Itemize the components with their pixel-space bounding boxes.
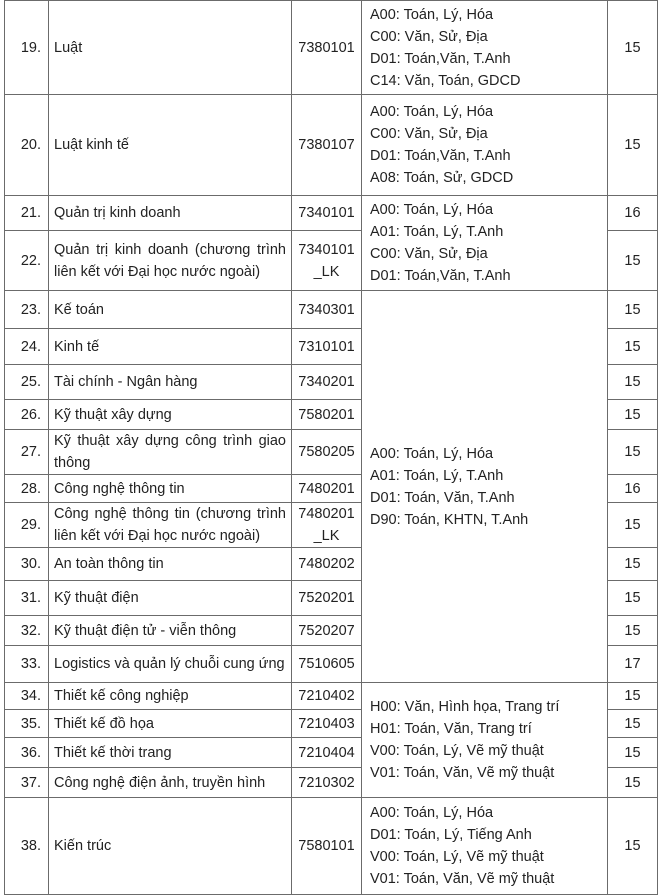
combination-line: D01: Toán,Văn, T.Anh (370, 50, 511, 67)
admission-table (4, 0, 658, 895)
major-code: 7510605 (292, 646, 362, 683)
major-name (49, 430, 292, 475)
subject-combinations (362, 196, 608, 291)
row-number: 30. (5, 548, 49, 581)
major-name-text: Kỹ thuật xây dựng công trình giao thông (54, 433, 286, 471)
major-name: Tài chính - Ngân hàng (49, 365, 292, 400)
major-name: Thiết kế thời trang (49, 738, 292, 768)
subject-combinations (362, 1, 608, 95)
major-name: An toàn thông tin (49, 548, 292, 581)
row-number: 26. (5, 400, 49, 430)
row-number: 25. (5, 365, 49, 400)
row-number: 23. (5, 291, 49, 329)
benchmark-score: 15 (608, 430, 658, 475)
major-name: Thiết kế đồ họa (49, 710, 292, 738)
major-name: Quản trị kinh doanh (49, 196, 292, 231)
major-name: Thiết kế công nghiệp (49, 683, 292, 710)
row-number: 24. (5, 329, 49, 365)
combination-line: A00: Toán, Lý, Hóa (370, 6, 494, 23)
major-name: Kỹ thuật điện tử - viễn thông (49, 616, 292, 646)
table-row (5, 291, 658, 329)
combination-line: A00: Toán, Lý, Hóa (370, 202, 494, 218)
major-name: Công nghệ điện ảnh, truyền hình (49, 768, 292, 798)
row-number: 28. (5, 475, 49, 503)
row-number: 22. (5, 231, 49, 291)
combination-line: D01: Toán, Văn, T.Anh (370, 489, 515, 506)
row-number: 20. (5, 95, 49, 196)
major-code: 7520201 (292, 581, 362, 616)
major-code: 7580101 (292, 798, 362, 895)
major-code: 7210403 (292, 710, 362, 738)
major-name (49, 231, 292, 291)
table-row (5, 798, 658, 895)
row-number: 38. (5, 798, 49, 895)
combination-line: H00: Văn, Hình họa, Trang trí (370, 699, 560, 715)
major-code: 7310101 (292, 329, 362, 365)
benchmark-score: 15 (608, 1, 658, 95)
major-code: 7380107 (292, 95, 362, 196)
major-name-text: Công nghệ thông tin (chương trình liên kết với Đại học nước ngoài) (54, 506, 286, 544)
row-number: 36. (5, 738, 49, 768)
combination-line: A01: Toán, Lý, T.Anh (370, 467, 504, 484)
major-name: Kế toán (49, 291, 292, 329)
row-number: 37. (5, 768, 49, 798)
combination-line: V01: Toán, Văn, Vẽ mỹ thuật (370, 765, 555, 781)
major-name: Công nghệ thông tin (49, 475, 292, 503)
combination-line: A00: Toán, Lý, Hóa (370, 805, 494, 821)
benchmark-score: 15 (608, 710, 658, 738)
combination-line: H01: Toán, Văn, Trang trí (370, 721, 532, 737)
major-code: 7520207 (292, 616, 362, 646)
major-name: Logistics và quản lý chuỗi cung ứng (49, 646, 292, 683)
subject-combinations (362, 95, 608, 196)
benchmark-score: 15 (608, 548, 658, 581)
major-code: 7380101 (292, 1, 362, 95)
benchmark-score: 15 (608, 95, 658, 196)
major-code: 7340101 _LK (292, 231, 362, 291)
benchmark-score: 15 (608, 365, 658, 400)
combination-line: C00: Văn, Sử, Địa (370, 246, 488, 262)
major-code: 7480201 _LK (292, 503, 362, 548)
combination-line: A01: Toán, Lý, T.Anh (370, 224, 504, 240)
major-name (49, 503, 292, 548)
table-row (5, 1, 658, 95)
row-number: 34. (5, 683, 49, 710)
benchmark-score: 17 (608, 646, 658, 683)
row-number: 33. (5, 646, 49, 683)
row-number: 35. (5, 710, 49, 738)
row-number: 31. (5, 581, 49, 616)
table-row (5, 683, 658, 710)
major-code: 7340201 (292, 365, 362, 400)
combination-line: A00: Toán, Lý, Hóa (370, 104, 494, 120)
combination-line: C14: Văn, Toán, GDCD (370, 72, 521, 89)
major-code: 7580201 (292, 400, 362, 430)
combination-line: V01: Toán, Văn, Vẽ mỹ thuật (370, 871, 555, 887)
major-code: 7480202 (292, 548, 362, 581)
combination-line: D01: Toán,Văn, T.Anh (370, 148, 511, 164)
combination-line: D01: Toán,Văn, T.Anh (370, 268, 511, 284)
major-name: Kiến trúc (49, 798, 292, 895)
major-code: 7210402 (292, 683, 362, 710)
benchmark-score: 15 (608, 798, 658, 895)
row-number: 27. (5, 430, 49, 475)
combination-line: D90: Toán, KHTN, T.Anh (370, 511, 529, 528)
major-code: 7580205 (292, 430, 362, 475)
table-row (5, 196, 658, 231)
major-code: 7340101 (292, 196, 362, 231)
combination-line: C00: Văn, Sử, Địa (370, 28, 488, 45)
benchmark-score: 15 (608, 738, 658, 768)
combination-line: D01: Toán, Lý, Tiếng Anh (370, 827, 532, 843)
combination-line: A00: Toán, Lý, Hóa (370, 445, 494, 462)
combination-line: V00: Toán, Lý, Vẽ mỹ thuật (370, 849, 544, 865)
benchmark-score: 16 (608, 196, 658, 231)
benchmark-score: 15 (608, 581, 658, 616)
major-name: Kỹ thuật điện (49, 581, 292, 616)
major-code: 7210404 (292, 738, 362, 768)
benchmark-score: 15 (608, 683, 658, 710)
benchmark-score: 15 (608, 616, 658, 646)
major-code: 7210302 (292, 768, 362, 798)
major-name: Luật kinh tế (49, 95, 292, 196)
subject-combinations (362, 291, 608, 683)
row-number: 21. (5, 196, 49, 231)
major-name: Kỹ thuật xây dựng (49, 400, 292, 430)
benchmark-score: 16 (608, 475, 658, 503)
benchmark-score: 15 (608, 231, 658, 291)
row-number: 29. (5, 503, 49, 548)
table-row (5, 95, 658, 196)
subject-combinations (362, 683, 608, 798)
row-number: 19. (5, 1, 49, 95)
major-name: Luật (49, 1, 292, 95)
subject-combinations (362, 798, 608, 895)
row-number: 32. (5, 616, 49, 646)
benchmark-score: 15 (608, 768, 658, 798)
combination-line: C00: Văn, Sử, Địa (370, 126, 488, 142)
benchmark-score: 15 (608, 329, 658, 365)
benchmark-score: 15 (608, 503, 658, 548)
combination-line: V00: Toán, Lý, Vẽ mỹ thuật (370, 743, 544, 759)
combination-line: A08: Toán, Sử, GDCD (370, 170, 514, 186)
benchmark-score: 15 (608, 400, 658, 430)
major-code: 7340301 (292, 291, 362, 329)
benchmark-score: 15 (608, 291, 658, 329)
major-name-text: Quản trị kinh doanh (chương trình liên kết với Đại học nước ngoài) (54, 241, 286, 280)
major-name: Kinh tế (49, 329, 292, 365)
major-code: 7480201 (292, 475, 362, 503)
